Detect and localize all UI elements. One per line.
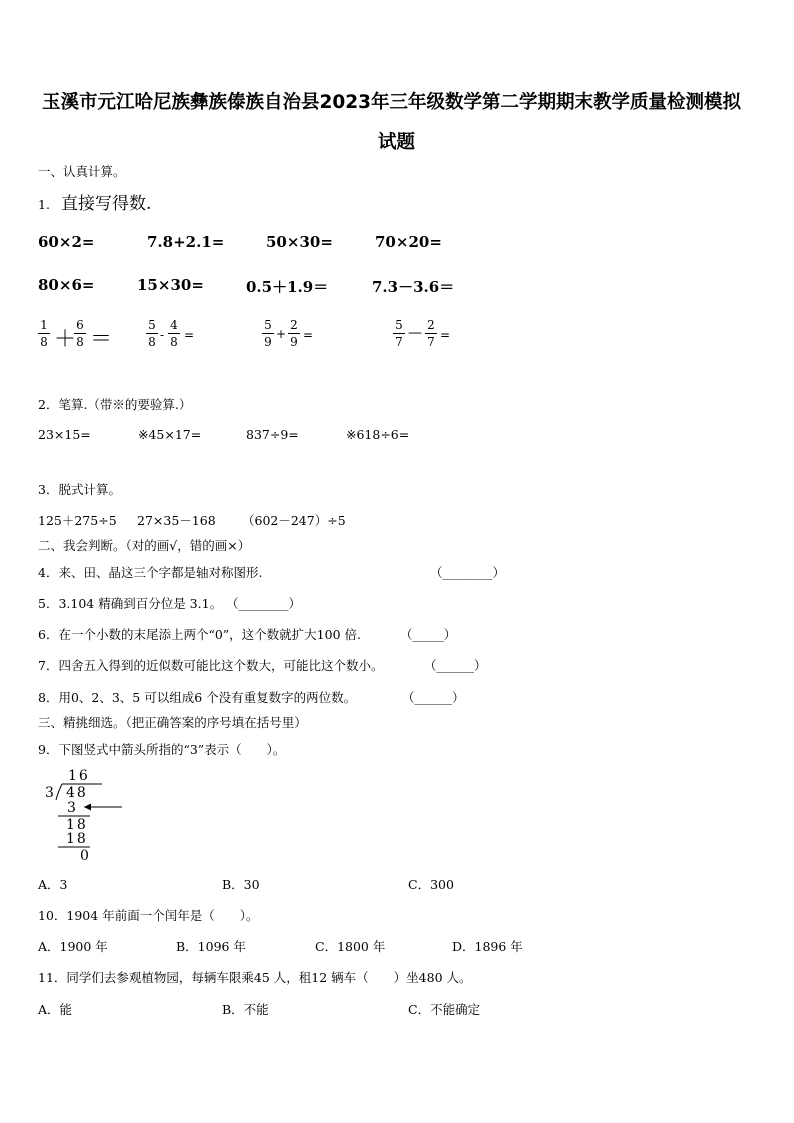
- q3-text: 3．脱式计算。: [38, 482, 121, 497]
- answer-blank[interactable]: （_____）: [400, 627, 457, 642]
- fraction-denominator: 7: [427, 335, 435, 349]
- q3-item: 125＋275÷5: [38, 513, 117, 528]
- q2-text: 2．笔算.（带※的要验算.）: [38, 397, 192, 412]
- division-divisor: 3: [45, 785, 54, 801]
- q1-row1-item: 60×2=: [38, 233, 95, 251]
- fraction-denominator: 8: [148, 335, 156, 349]
- fraction-operator: ＋: [54, 327, 77, 352]
- fraction-equals: =: [440, 328, 451, 342]
- q9-text: 9．下图竖式中箭头所指的“3”表示（ ）。: [38, 742, 286, 757]
- fraction-numerator: 2: [290, 318, 298, 332]
- answer-blank[interactable]: （________）: [430, 565, 506, 580]
- long-division-figure: [40, 766, 130, 862]
- judge-item-text: 5．3.104 精确到百分位是 3.1。: [38, 596, 223, 611]
- q11-option-a[interactable]: A．能: [38, 1002, 73, 1017]
- division-step-3: 3: [67, 800, 76, 816]
- document-title-line2: 试题: [378, 132, 416, 153]
- answer-blank[interactable]: （______）: [402, 690, 465, 705]
- q1-label: 1.: [38, 197, 50, 212]
- q10-text: 10．1904 年前面一个闰年是（ ）。: [38, 908, 259, 923]
- fraction-operator: -: [160, 328, 165, 342]
- q11-text: 11．同学们去参观植物园，每辆车限乘45 人，租12 辆车（ ）坐480 人。: [38, 970, 472, 985]
- judge-item-text: 7．四舍五入得到的近似数可能比这个数大，可能比这个数小。: [38, 658, 384, 673]
- division-step-18b: 18: [66, 831, 88, 847]
- q1-row1-item: 7.8+2.1=: [147, 233, 225, 251]
- fraction-denominator: 8: [40, 335, 48, 349]
- q9-option-a[interactable]: A．3: [38, 877, 68, 892]
- fraction-numerator: 5: [264, 318, 272, 332]
- judge-item-text: 6．在一个小数的末尾添上两个“0”，这个数就扩大100 倍.: [38, 627, 361, 642]
- q10-option-a[interactable]: A．1900 年: [38, 939, 108, 954]
- q1-row2-item: 7.3－3.6＝: [372, 278, 455, 296]
- q9-option-b[interactable]: B．30: [222, 877, 260, 892]
- q10-option-d[interactable]: D．1896 年: [452, 939, 523, 954]
- q1-row1-item: 70×20=: [375, 233, 442, 251]
- document-title-line1: 玉溪市元江哈尼族彝族傣族自治县2023年三年级数学第二学期期末教学质量检测模拟: [42, 92, 741, 113]
- q9-option-c[interactable]: C．300: [408, 877, 454, 892]
- answer-blank[interactable]: （________）: [226, 596, 302, 611]
- fraction-equals: =: [303, 328, 314, 342]
- q10-option-b[interactable]: B．1096 年: [176, 939, 246, 954]
- q10-option-c[interactable]: C．1800 年: [315, 939, 386, 954]
- q3-item: （602－247）÷5: [242, 513, 346, 528]
- q1-text: 直接写得数.: [61, 194, 152, 214]
- q1-row2-item: 80×6=: [38, 276, 95, 294]
- division-quotient: 16: [68, 768, 90, 784]
- q1-row1-item: 50×30=: [266, 233, 333, 251]
- fraction-denominator: 8: [76, 335, 84, 349]
- division-dividend: 48: [66, 785, 88, 801]
- answer-blank[interactable]: （______）: [424, 658, 487, 673]
- division-step-18a: 18: [66, 817, 88, 833]
- fraction-numerator: 1: [40, 318, 48, 332]
- q2-item: 23×15=: [38, 427, 91, 442]
- fraction-denominator: 8: [170, 335, 178, 349]
- q1-row2-item: 0.5＋1.9＝: [246, 278, 329, 296]
- section2-heading: 二、我会判断。（对的画√，错的画×）: [38, 538, 251, 553]
- fraction-operator: —: [408, 325, 422, 341]
- fraction-operator: +: [276, 327, 287, 341]
- fraction-denominator: 7: [395, 335, 403, 349]
- q3-item: 27×35－168: [137, 513, 216, 528]
- judge-item-text: 4．来、田、晶这三个字都是轴对称图形.: [38, 565, 263, 580]
- fraction-numerator: 5: [395, 318, 403, 332]
- q1-header: [38, 189, 151, 214]
- section3-heading: 三、精挑细选。（把正确答案的序号填在括号里）: [38, 715, 307, 730]
- arrow-left-icon: [84, 804, 91, 811]
- fraction-numerator: 6: [76, 318, 84, 332]
- fraction-equals: =: [184, 328, 195, 342]
- fraction-numerator: 4: [170, 318, 178, 332]
- judge-item-text: 8．用0、2、3、5 可以组成6 个没有重复数字的两位数。: [38, 690, 357, 705]
- q11-option-b[interactable]: B．不能: [222, 1002, 269, 1017]
- fraction-numerator: 2: [427, 318, 435, 332]
- fraction-equals: ＝: [90, 327, 113, 352]
- fraction-denominator: 9: [264, 335, 272, 349]
- q2-item: 837÷9=: [246, 427, 299, 442]
- q1-row2-item: 15×30=: [137, 276, 204, 294]
- section1-heading: 一、认真计算。: [38, 164, 126, 179]
- q11-option-c[interactable]: C．不能确定: [408, 1002, 481, 1017]
- q2-item: ※45×17=: [138, 427, 202, 442]
- q2-item: ※618÷6=: [346, 427, 410, 442]
- division-remainder: 0: [80, 848, 89, 862]
- fraction-denominator: 9: [290, 335, 298, 349]
- fraction-numerator: 5: [148, 318, 156, 332]
